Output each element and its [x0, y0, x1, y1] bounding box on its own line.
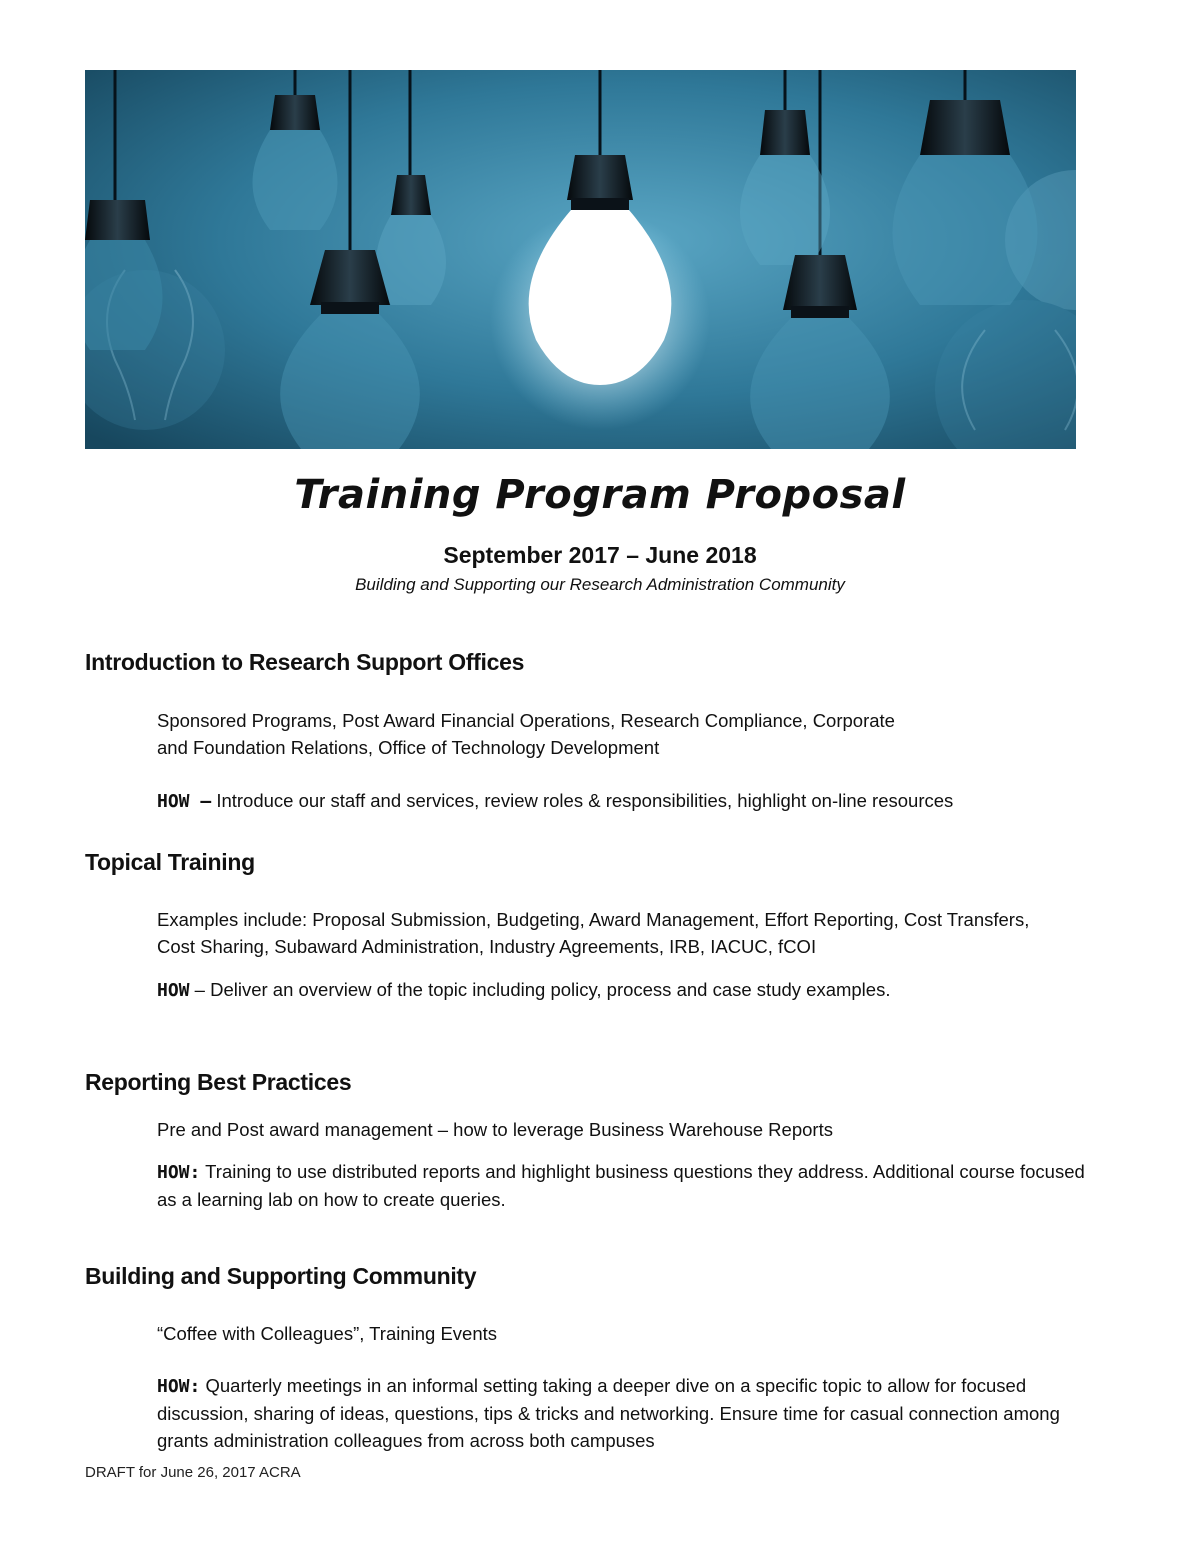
- section-how-community: [157, 1372, 1107, 1454]
- how-text: Quarterly meetings in an informal setting taking a deeper dive on a specific topic to allow for focused discussion, sharing of ideas, questions, tips & tricks and networking. Ensure time for casual connection among grants administration colleagues from across both campuses: [157, 1375, 1060, 1451]
- section-how-introduction: [157, 787, 1117, 815]
- section-description-reporting: Pre and Post award management – how to leverage Business Warehouse Reports: [157, 1119, 833, 1140]
- how-text: Training to use distributed reports and highlight business questions they address. Additional course focused as a learning lab on how to create queries.: [157, 1161, 1085, 1210]
- how-label: HOW:: [157, 1162, 201, 1183]
- how-label: HOW:: [157, 1376, 201, 1397]
- header-image: [85, 70, 1076, 449]
- draft-footer-note: DRAFT for June 26, 2017 ACRA: [85, 1464, 301, 1481]
- how-text: – Deliver an overview of the topic including policy, process and case study examples.: [189, 979, 891, 1000]
- section-heading-introduction: Introduction to Research Support Offices: [85, 649, 525, 675]
- section-description-community: “Coffee with Colleagues”, Training Events: [157, 1323, 498, 1344]
- light-bulbs-illustration: [85, 70, 1076, 449]
- how-label: HOW –: [157, 791, 212, 812]
- section-heading-topical-training: Topical Training: [85, 849, 255, 875]
- section-how-reporting: [157, 1158, 1092, 1213]
- program-tagline: Building and Supporting our Research Administration Community: [355, 575, 845, 594]
- section-description-topical-training: Examples include: Proposal Submission, Budgeting, Award Management, Effort Reporting, Cost Transfers, Cost Sharing, Subaward Administration, Industry Agreements, IRB, IACUC, fCOI: [157, 909, 1030, 957]
- page-title: Training Program Proposal: [294, 472, 906, 518]
- section-heading-reporting: Reporting Best Practices: [85, 1069, 352, 1095]
- section-how-topical-training: [157, 976, 1117, 1004]
- section-description-introduction: Sponsored Programs, Post Award Financial Operations, Research Compliance, Corporate and Foundation Relations, Office of Technology Development: [157, 710, 895, 758]
- how-text: Introduce our staff and services, review roles & responsibilities, highlight on-line resources: [211, 790, 954, 811]
- how-label: HOW: [157, 980, 190, 1001]
- program-dates: September 2017 – June 2018: [443, 542, 757, 568]
- section-heading-community: Building and Supporting Community: [85, 1263, 477, 1289]
